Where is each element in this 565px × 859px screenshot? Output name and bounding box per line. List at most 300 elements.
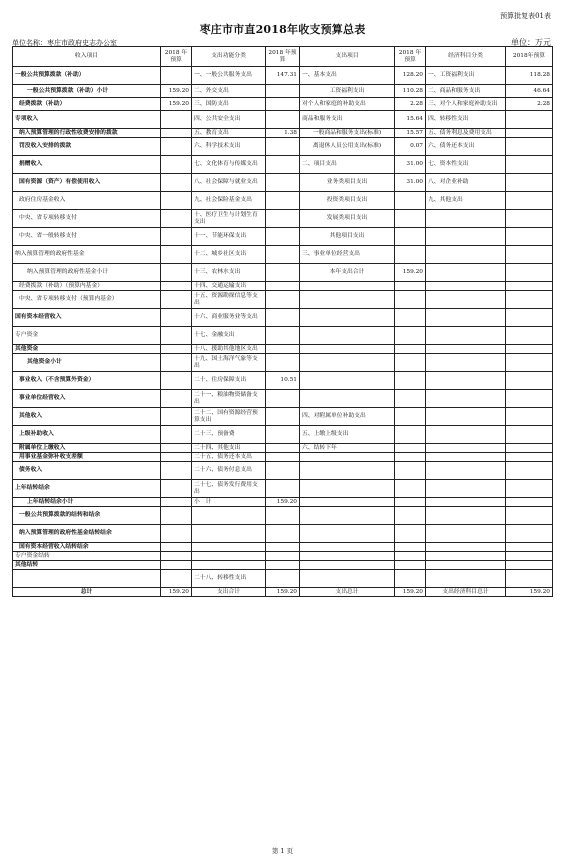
table-row	[13, 354, 553, 372]
table-row	[13, 246, 553, 264]
table-cell	[395, 525, 426, 543]
table-cell: 九、其他支出	[426, 192, 506, 210]
table-cell	[395, 552, 426, 561]
table-cell	[266, 570, 300, 588]
table-cell	[506, 444, 553, 453]
table-cell	[266, 426, 300, 444]
table-cell	[300, 480, 395, 498]
table-cell	[426, 309, 506, 327]
table-cell: 十五、资源勘探信息等支出	[192, 291, 266, 309]
table-cell	[395, 444, 426, 453]
table-cell	[506, 354, 553, 372]
table-header-row	[13, 47, 553, 67]
table-cell: 110.28	[395, 85, 426, 98]
table-cell: 事业收入（不含预算外资金）	[13, 372, 161, 390]
table-cell: 二、项目支出	[300, 156, 395, 174]
table-cell: 159.20	[395, 588, 426, 597]
table-cell: 10.51	[266, 372, 300, 390]
table-row	[13, 462, 553, 480]
table-cell: 七、文化体育与传媒支出	[192, 156, 266, 174]
table-cell	[161, 210, 192, 228]
table-cell: 用事业基金弥补收支差额	[13, 453, 161, 462]
table-cell: 十一、节能环保支出	[192, 228, 266, 246]
table-cell: 纳入预算管理的行政性收费安排的拨款	[13, 129, 161, 138]
table-cell: 发展类项目支出	[300, 210, 395, 228]
column-header: 2018 年预算	[395, 47, 426, 67]
table-cell: 2.28	[395, 98, 426, 111]
table-cell	[161, 327, 192, 345]
table-row	[13, 228, 553, 246]
table-cell	[395, 498, 426, 507]
table-cell	[161, 354, 192, 372]
table-cell	[266, 354, 300, 372]
table-cell	[426, 462, 506, 480]
table-cell	[13, 570, 161, 588]
table-cell	[395, 282, 426, 291]
table-cell	[266, 309, 300, 327]
table-cell	[426, 552, 506, 561]
budget-table	[12, 46, 553, 597]
table-cell	[395, 246, 426, 264]
table-cell	[266, 192, 300, 210]
document-title: 枣庄市市直2018年收支预算总表	[199, 23, 366, 36]
table-cell: 上级补助收入	[13, 426, 161, 444]
table-cell: 支出合计	[192, 588, 266, 597]
table-cell: 128.20	[395, 67, 426, 85]
table-cell	[506, 246, 553, 264]
table-cell	[395, 228, 426, 246]
table-cell	[395, 408, 426, 426]
table-cell: 一般商品和服务支出(标准)	[300, 129, 395, 138]
table-cell	[161, 309, 192, 327]
table-row	[13, 85, 553, 98]
table-row	[13, 345, 553, 354]
table-cell	[426, 561, 506, 570]
table-cell	[266, 174, 300, 192]
table-cell	[300, 507, 395, 525]
table-cell	[426, 525, 506, 543]
table-cell	[300, 354, 395, 372]
table-cell	[395, 192, 426, 210]
table-cell	[266, 210, 300, 228]
table-row	[13, 192, 553, 210]
column-header: 2018 年预算	[161, 47, 192, 67]
table-cell	[266, 543, 300, 552]
table-cell	[161, 129, 192, 138]
table-cell	[161, 543, 192, 552]
table-row	[13, 552, 553, 561]
page-number: 第 1 页	[271, 847, 294, 855]
table-cell: 159.20	[395, 264, 426, 282]
table-cell	[426, 372, 506, 390]
table-cell: 业务类项目支出	[300, 174, 395, 192]
table-cell	[161, 264, 192, 282]
table-cell: 一般公共预算拨款（补助）	[13, 67, 161, 85]
table-cell	[426, 453, 506, 462]
table-cell: 一、基本支出	[300, 67, 395, 85]
table-cell	[266, 453, 300, 462]
table-cell	[161, 291, 192, 309]
table-cell	[266, 291, 300, 309]
table-cell	[506, 525, 553, 543]
table-row	[13, 309, 553, 327]
table-cell	[266, 480, 300, 498]
table-row	[13, 264, 553, 282]
table-cell	[426, 408, 506, 426]
table-cell	[506, 174, 553, 192]
table-cell	[426, 354, 506, 372]
table-cell: 商品和服务支出	[300, 111, 395, 129]
table-cell: 六、结转下年	[300, 444, 395, 453]
table-cell	[161, 570, 192, 588]
table-cell	[300, 282, 395, 291]
table-cell: 小 计	[192, 498, 266, 507]
table-cell: 专项收入	[13, 111, 161, 129]
table-cell: 七、资本性支出	[426, 156, 506, 174]
table-cell	[161, 228, 192, 246]
table-cell	[266, 552, 300, 561]
table-cell	[161, 552, 192, 561]
table-cell	[300, 525, 395, 543]
table-cell	[300, 327, 395, 345]
table-cell: 专户资金	[13, 327, 161, 345]
table-cell	[161, 480, 192, 498]
table-cell	[506, 210, 553, 228]
table-row	[13, 408, 553, 426]
table-cell	[506, 453, 553, 462]
table-cell	[395, 309, 426, 327]
table-cell	[300, 453, 395, 462]
table-cell	[426, 282, 506, 291]
table-row	[13, 174, 553, 192]
unit-name: 单位名称：枣庄市政府史志办公室	[12, 39, 117, 47]
table-cell	[266, 264, 300, 282]
table-cell	[266, 138, 300, 156]
table-cell: 其他项目支出	[300, 228, 395, 246]
table-cell: 纳入预算管理的政府性基金结转结余	[13, 525, 161, 543]
table-cell	[192, 552, 266, 561]
table-row	[13, 453, 553, 462]
table-cell	[266, 228, 300, 246]
table-row	[13, 67, 553, 85]
table-cell	[506, 309, 553, 327]
table-cell: 15.57	[395, 129, 426, 138]
table-cell	[266, 156, 300, 174]
table-cell	[506, 282, 553, 291]
table-row	[13, 210, 553, 228]
table-cell	[161, 138, 192, 156]
table-row	[13, 111, 553, 129]
table-cell: 118.28	[506, 67, 553, 85]
table-row	[13, 588, 553, 597]
table-cell: 十二、城乡社区支出	[192, 246, 266, 264]
table-cell	[161, 498, 192, 507]
table-cell	[161, 67, 192, 85]
table-cell: 其他收入	[13, 408, 161, 426]
table-cell: 中央、省专项转移支付（预算内基金）	[13, 291, 161, 309]
table-cell	[426, 480, 506, 498]
table-cell: 罚没收入安排的拨款	[13, 138, 161, 156]
table-cell	[506, 228, 553, 246]
table-row	[13, 525, 553, 543]
table-cell	[426, 426, 506, 444]
table-cell	[506, 498, 553, 507]
table-cell: 国有资本经营收入结转结余	[13, 543, 161, 552]
column-header: 2018 年预算	[266, 47, 300, 67]
table-cell	[266, 246, 300, 264]
table-cell	[161, 561, 192, 570]
table-cell	[300, 372, 395, 390]
table-row	[13, 480, 553, 498]
table-cell: 纳入预算管理的政府性基金	[13, 246, 161, 264]
table-cell	[266, 345, 300, 354]
table-cell	[266, 507, 300, 525]
table-cell: 政府住房基金收入	[13, 192, 161, 210]
table-cell: 五、上缴上级支出	[300, 426, 395, 444]
table-cell	[395, 507, 426, 525]
table-cell	[395, 480, 426, 498]
table-cell: 八、社会保障与就业支出	[192, 174, 266, 192]
table-cell	[426, 264, 506, 282]
table-cell	[395, 390, 426, 408]
table-cell: 159.20	[161, 85, 192, 98]
table-cell: 159.20	[161, 588, 192, 597]
column-header: 经济科目分类	[426, 47, 506, 67]
table-cell: 十八、援助其他地区支出	[192, 345, 266, 354]
table-cell: 46.64	[506, 85, 553, 98]
table-cell: 投资类项目支出	[300, 192, 395, 210]
table-cell	[300, 498, 395, 507]
table-cell: 捐赠收入	[13, 156, 161, 174]
table-row	[13, 390, 553, 408]
column-header: 支出项目	[300, 47, 395, 67]
table-cell	[161, 246, 192, 264]
table-cell	[426, 345, 506, 354]
table-cell: 二、商品和服务支出	[426, 85, 506, 98]
table-cell	[161, 444, 192, 453]
table-cell: 债务收入	[13, 462, 161, 480]
table-cell	[395, 345, 426, 354]
table-cell: 十三、农林水支出	[192, 264, 266, 282]
table-cell	[266, 111, 300, 129]
table-cell: 中央、省专项转移支付	[13, 210, 161, 228]
table-cell	[161, 282, 192, 291]
table-cell	[506, 138, 553, 156]
table-cell	[426, 246, 506, 264]
table-cell: 十七、金融支出	[192, 327, 266, 345]
table-cell: 国有资本经营收入	[13, 309, 161, 327]
table-cell	[266, 327, 300, 345]
table-cell: 159.20	[266, 498, 300, 507]
table-cell: 其他资金	[13, 345, 161, 354]
table-cell	[161, 372, 192, 390]
table-row	[13, 507, 553, 525]
table-cell	[161, 426, 192, 444]
table-cell	[161, 174, 192, 192]
table-cell: 经费拨款（补助）	[13, 98, 161, 111]
table-cell: 0.07	[395, 138, 426, 156]
table-cell: 二十四、其他支出	[192, 444, 266, 453]
table-cell	[395, 354, 426, 372]
table-cell	[426, 444, 506, 453]
table-cell: 二十七、债务发行费用支出	[192, 480, 266, 498]
table-cell	[161, 507, 192, 525]
table-cell	[426, 390, 506, 408]
table-cell: 一、一般公共服务支出	[192, 67, 266, 85]
table-cell: 四、对附属单位补助支出	[300, 408, 395, 426]
column-header: 收入项目	[13, 47, 161, 67]
table-cell: 其他资金小计	[13, 354, 161, 372]
table-cell	[506, 390, 553, 408]
table-cell: 十四、交通运输支出	[192, 282, 266, 291]
table-cell: 国有资源（资产）有偿使用收入	[13, 174, 161, 192]
table-cell	[506, 156, 553, 174]
table-cell: 离退休人员公用支出(标准)	[300, 138, 395, 156]
table-cell: 上年结转结余小计	[13, 498, 161, 507]
table-cell	[506, 372, 553, 390]
table-row	[13, 291, 553, 309]
table-cell	[192, 507, 266, 525]
table-cell	[161, 156, 192, 174]
table-cell: 一、工资福利支出	[426, 67, 506, 85]
table-cell	[395, 372, 426, 390]
table-cell: 五、教育支出	[192, 129, 266, 138]
table-cell	[266, 98, 300, 111]
table-cell	[266, 444, 300, 453]
table-cell: 十、医疗卫生与计划生育支出	[192, 210, 266, 228]
table-cell: 二十三、预备费	[192, 426, 266, 444]
table-cell	[395, 462, 426, 480]
table-cell	[426, 570, 506, 588]
table-cell	[426, 210, 506, 228]
form-code: 预算批复表01表	[500, 12, 551, 20]
table-cell	[192, 543, 266, 552]
table-cell	[395, 327, 426, 345]
table-cell	[506, 552, 553, 561]
table-cell	[300, 291, 395, 309]
table-cell: 八、对企业补助	[426, 174, 506, 192]
table-row	[13, 561, 553, 570]
table-cell: 上年结转结余	[13, 480, 161, 498]
table-cell: 159.20	[266, 588, 300, 597]
table-cell: 十六、商业服务业等支出	[192, 309, 266, 327]
table-cell: 147.31	[266, 67, 300, 85]
table-cell	[506, 507, 553, 525]
table-cell: 经费拨款（补助）（预算内基金）	[13, 282, 161, 291]
table-row	[13, 138, 553, 156]
table-cell	[161, 408, 192, 426]
table-cell	[300, 390, 395, 408]
table-row	[13, 129, 553, 138]
table-cell	[161, 453, 192, 462]
table-cell	[506, 291, 553, 309]
table-cell	[426, 228, 506, 246]
table-row	[13, 444, 553, 453]
table-cell: 1.38	[266, 129, 300, 138]
table-cell	[506, 345, 553, 354]
table-cell: 31.00	[395, 174, 426, 192]
column-header: 支出功能分类	[192, 47, 266, 67]
table-cell: 三、国防支出	[192, 98, 266, 111]
table-cell: 纳入预算管理的政府性基金小计	[13, 264, 161, 282]
table-cell	[161, 390, 192, 408]
table-cell: 159.20	[161, 98, 192, 111]
table-cell: 六、科学技术支出	[192, 138, 266, 156]
table-cell: 二、外交支出	[192, 85, 266, 98]
table-cell	[426, 498, 506, 507]
table-cell: 15.64	[395, 111, 426, 129]
table-cell	[506, 570, 553, 588]
table-cell: 支出经济科目总计	[426, 588, 506, 597]
table-cell	[426, 543, 506, 552]
table-cell: 四、公共安全支出	[192, 111, 266, 129]
table-cell	[266, 462, 300, 480]
table-cell	[426, 507, 506, 525]
table-cell	[395, 210, 426, 228]
table-cell: 事业单位经营收入	[13, 390, 161, 408]
table-row	[13, 156, 553, 174]
table-cell	[161, 462, 192, 480]
table-cell	[300, 462, 395, 480]
table-cell: 支出总计	[300, 588, 395, 597]
table-cell	[266, 408, 300, 426]
table-cell	[395, 570, 426, 588]
table-cell	[506, 426, 553, 444]
table-cell: 二十六、债务付息支出	[192, 462, 266, 480]
table-cell: 九、社会保险基金支出	[192, 192, 266, 210]
table-cell	[506, 111, 553, 129]
table-cell: 三、对个人和家庭补助支出	[426, 98, 506, 111]
table-cell	[300, 570, 395, 588]
table-cell: 一般公共预算拨款（补助）小计	[13, 85, 161, 98]
table-cell: 六、债务还本支出	[426, 138, 506, 156]
table-cell	[300, 561, 395, 570]
table-cell: 对个人和家庭的补助支出	[300, 98, 395, 111]
table-cell	[395, 426, 426, 444]
table-cell	[426, 291, 506, 309]
table-cell: 二十、住房保障支出	[192, 372, 266, 390]
table-cell: 二十八、转移性支出	[192, 570, 266, 588]
table-cell	[506, 561, 553, 570]
table-cell: 专户资金结转	[13, 552, 161, 561]
table-cell: 本年支出合计	[300, 264, 395, 282]
table-cell	[506, 129, 553, 138]
table-cell	[300, 543, 395, 552]
table-cell: 中央、省一般转移支付	[13, 228, 161, 246]
table-row	[13, 498, 553, 507]
table-cell	[161, 192, 192, 210]
table-cell	[506, 192, 553, 210]
table-cell	[395, 561, 426, 570]
table-cell	[395, 453, 426, 462]
table-cell	[266, 282, 300, 291]
table-cell	[395, 291, 426, 309]
table-row	[13, 570, 553, 588]
table-cell: 工资福利支出	[300, 85, 395, 98]
table-cell: 四、转移性支出	[426, 111, 506, 129]
table-cell	[161, 345, 192, 354]
table-cell: 一般公共预算拨款的结转和结余	[13, 507, 161, 525]
table-cell	[506, 408, 553, 426]
unit-measure: 单位：万元	[511, 38, 551, 47]
table-cell: 31.00	[395, 156, 426, 174]
table-cell: 二十五、债务还本支出	[192, 453, 266, 462]
table-cell: 159.20	[506, 588, 553, 597]
table-cell	[266, 390, 300, 408]
table-cell	[506, 543, 553, 552]
column-header: 2018年预算	[506, 47, 553, 67]
table-cell	[426, 327, 506, 345]
